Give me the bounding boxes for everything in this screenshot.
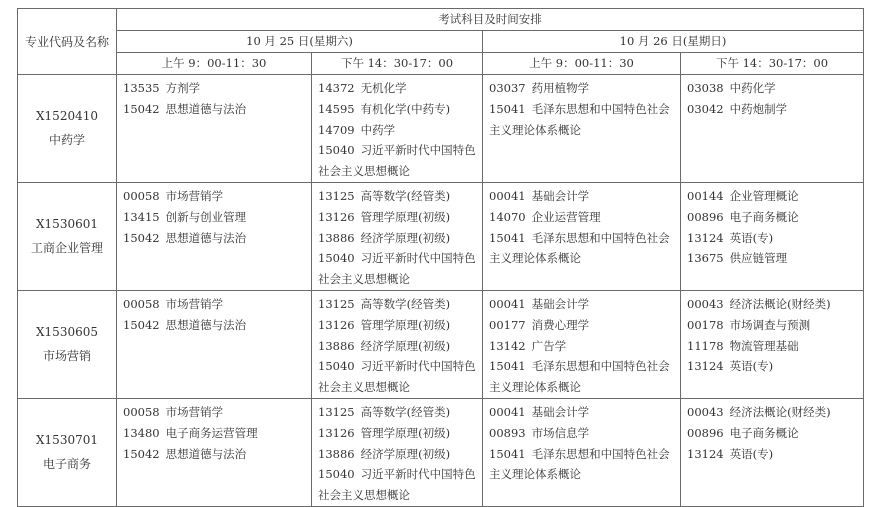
table-row bbox=[18, 182, 864, 290]
subject-code: 13126 bbox=[318, 425, 355, 440]
session-cell bbox=[483, 182, 681, 290]
subject-name: 中药化学 bbox=[729, 81, 776, 95]
subject-code: 00041 bbox=[489, 296, 526, 311]
subject-code: 13886 bbox=[318, 230, 355, 245]
subject-name: 毛泽东思想和中国特色社会主义理论体系概论 bbox=[489, 101, 670, 137]
subject-code: 11178 bbox=[687, 338, 724, 353]
major-code: X1530701 bbox=[36, 433, 98, 448]
subject-code: 13675 bbox=[687, 251, 724, 266]
subject-item bbox=[687, 207, 863, 228]
schedule-body bbox=[18, 75, 864, 507]
subject-code: 00144 bbox=[687, 188, 724, 203]
subject-code: 13886 bbox=[318, 338, 355, 353]
subject-code: 00058 bbox=[123, 296, 160, 311]
subject-name: 供应链管理 bbox=[729, 251, 788, 266]
subject-item bbox=[318, 186, 482, 207]
subject-item bbox=[318, 336, 482, 357]
subject-item bbox=[318, 99, 482, 120]
exam-schedule-table bbox=[17, 8, 864, 507]
subject-name: 消费心理学 bbox=[531, 317, 590, 332]
session-cell bbox=[312, 290, 483, 398]
subject-item bbox=[687, 99, 863, 120]
subject-name: 创新与创业管理 bbox=[165, 209, 247, 224]
subject-name: 习近平新时代中国特色社会主义思想概论 bbox=[318, 251, 476, 287]
major-code: X1530601 bbox=[36, 217, 98, 232]
subject-code: 00896 bbox=[687, 425, 724, 440]
subject-item bbox=[123, 99, 311, 120]
subject-code: 03038 bbox=[687, 81, 724, 95]
subject-item bbox=[687, 228, 863, 249]
session-cell bbox=[483, 290, 681, 398]
subject-code: 15042 bbox=[123, 317, 160, 332]
subject-code: 00041 bbox=[489, 188, 526, 203]
subject-code: 14372 bbox=[318, 81, 355, 95]
subject-name: 中药炮制学 bbox=[729, 101, 788, 116]
subject-code: 00178 bbox=[687, 317, 724, 332]
session-cell bbox=[312, 182, 483, 290]
subject-item bbox=[318, 120, 482, 141]
subject-item bbox=[489, 207, 680, 228]
subject-code: 14709 bbox=[318, 122, 355, 137]
subject-code: 00893 bbox=[489, 425, 526, 440]
subject-code: 13126 bbox=[318, 317, 355, 332]
session-cell bbox=[117, 290, 312, 398]
major-column-header: 专业代码及名称 bbox=[18, 9, 117, 75]
session-cell bbox=[681, 398, 864, 506]
subject-name: 方剂学 bbox=[165, 81, 201, 95]
subject-name: 高等数学(经管类) bbox=[360, 404, 451, 419]
major-name: 中药学 bbox=[48, 133, 85, 148]
subject-code: 00058 bbox=[123, 188, 160, 203]
subject-code: 15040 bbox=[318, 143, 355, 158]
session-header-day1-am: 上午 9：00-11：30 bbox=[117, 53, 312, 75]
subject-code: 13124 bbox=[687, 230, 724, 245]
subject-item bbox=[489, 402, 680, 423]
subject-code: 03037 bbox=[489, 81, 526, 95]
session-cell bbox=[117, 75, 312, 183]
subject-name: 毛泽东思想和中国特色社会主义理论体系概论 bbox=[489, 230, 670, 266]
subject-code: 15041 bbox=[489, 359, 526, 374]
subject-name: 药用植物学 bbox=[531, 81, 590, 95]
subject-code: 13124 bbox=[687, 446, 724, 461]
subject-item bbox=[123, 186, 311, 207]
session-cell bbox=[483, 75, 681, 183]
subject-code: 13886 bbox=[318, 446, 355, 461]
subject-code: 13142 bbox=[489, 338, 526, 353]
major-cell bbox=[18, 290, 117, 398]
table-row bbox=[18, 75, 864, 183]
subject-item bbox=[489, 78, 680, 99]
subject-code: 00177 bbox=[489, 317, 526, 332]
subject-name: 经济法概论(财经类) bbox=[729, 404, 831, 419]
subject-item bbox=[687, 356, 863, 377]
subject-name: 电子商务概论 bbox=[729, 425, 799, 440]
session-cell bbox=[117, 398, 312, 506]
session-cell bbox=[681, 75, 864, 183]
subject-name: 无机化学 bbox=[360, 81, 407, 95]
session-header-day1-pm: 下午 14：30-17：00 bbox=[312, 53, 483, 75]
subject-code: 15042 bbox=[123, 446, 160, 461]
major-name: 市场营销 bbox=[42, 349, 91, 364]
subject-item bbox=[318, 78, 482, 99]
subject-code: 13415 bbox=[123, 209, 160, 224]
session-cell bbox=[117, 182, 312, 290]
subject-item bbox=[489, 444, 680, 486]
subject-name: 习近平新时代中国特色社会主义思想概论 bbox=[318, 143, 476, 179]
schedule-title-header: 考试科目及时间安排 bbox=[117, 9, 864, 31]
subject-code: 13125 bbox=[318, 188, 355, 203]
subject-name: 市场信息学 bbox=[531, 425, 590, 440]
subject-code: 00896 bbox=[687, 209, 724, 224]
subject-code: 14070 bbox=[489, 209, 526, 224]
subject-item bbox=[489, 99, 680, 141]
major-name: 电子商务 bbox=[42, 457, 91, 472]
subject-name: 广告学 bbox=[531, 338, 567, 353]
subject-code: 13480 bbox=[123, 425, 160, 440]
subject-name: 中药学 bbox=[360, 122, 396, 137]
day-header-1: 10 月 25 日(星期六) bbox=[117, 31, 483, 53]
subject-code: 15042 bbox=[123, 230, 160, 245]
subject-name: 管理学原理(初级) bbox=[360, 317, 451, 332]
subject-item bbox=[123, 402, 311, 423]
subject-item bbox=[123, 207, 311, 228]
subject-item bbox=[318, 423, 482, 444]
subject-name: 经济法概论(财经类) bbox=[729, 296, 831, 311]
subject-name: 思想道德与法治 bbox=[165, 446, 247, 461]
subject-code: 14595 bbox=[318, 101, 355, 116]
subject-name: 习近平新时代中国特色社会主义思想概论 bbox=[318, 359, 476, 395]
major-cell bbox=[18, 75, 117, 183]
subject-name: 市场营销学 bbox=[165, 188, 224, 203]
subject-item bbox=[318, 294, 482, 315]
subject-name: 企业管理概论 bbox=[729, 188, 799, 203]
subject-item bbox=[687, 78, 863, 99]
subject-code: 00043 bbox=[687, 296, 724, 311]
major-cell bbox=[18, 398, 117, 506]
subject-name: 有机化学(中药专) bbox=[360, 101, 451, 116]
subject-name: 思想道德与法治 bbox=[165, 101, 247, 116]
session-header-day2-pm: 下午 14：30-17：00 bbox=[681, 53, 864, 75]
day-header-2: 10 月 26 日(星期日) bbox=[483, 31, 864, 53]
subject-name: 经济学原理(初级) bbox=[360, 446, 451, 461]
subject-name: 管理学原理(初级) bbox=[360, 209, 451, 224]
subject-name: 企业运营管理 bbox=[531, 209, 601, 224]
subject-code: 15042 bbox=[123, 101, 160, 116]
subject-item bbox=[489, 186, 680, 207]
subject-item bbox=[318, 248, 482, 290]
subject-item bbox=[123, 78, 311, 99]
subject-name: 基础会计学 bbox=[531, 296, 590, 311]
subject-item bbox=[318, 228, 482, 249]
subject-item bbox=[318, 140, 482, 182]
subject-code: 13125 bbox=[318, 296, 355, 311]
subject-name: 市场营销学 bbox=[165, 296, 224, 311]
session-header-day2-am: 上午 9：00-11：30 bbox=[483, 53, 681, 75]
subject-item bbox=[687, 336, 863, 357]
subject-name: 基础会计学 bbox=[531, 404, 590, 419]
subject-item bbox=[489, 356, 680, 398]
subject-name: 毛泽东思想和中国特色社会主义理论体系概论 bbox=[489, 359, 670, 395]
subject-item bbox=[489, 228, 680, 270]
subject-code: 13126 bbox=[318, 209, 355, 224]
subject-code: 15041 bbox=[489, 446, 526, 461]
session-cell bbox=[312, 398, 483, 506]
subject-item bbox=[687, 248, 863, 269]
subject-name: 习近平新时代中国特色社会主义思想概论 bbox=[318, 467, 476, 503]
subject-item bbox=[318, 402, 482, 423]
subject-item bbox=[123, 294, 311, 315]
subject-name: 物流管理基础 bbox=[729, 338, 799, 353]
subject-code: 03042 bbox=[687, 101, 724, 116]
subject-name: 管理学原理(初级) bbox=[360, 425, 451, 440]
subject-code: 15040 bbox=[318, 359, 355, 374]
major-code: X1530605 bbox=[36, 325, 98, 340]
subject-name: 思想道德与法治 bbox=[165, 230, 247, 245]
subject-name: 经济学原理(初级) bbox=[360, 230, 451, 245]
session-cell bbox=[681, 290, 864, 398]
subject-name: 英语(专) bbox=[729, 230, 774, 245]
subject-code: 15040 bbox=[318, 467, 355, 482]
major-code: X1520410 bbox=[36, 109, 98, 124]
subject-name: 高等数学(经管类) bbox=[360, 188, 451, 203]
subject-name: 电子商务运营管理 bbox=[165, 425, 258, 440]
subject-item bbox=[687, 315, 863, 336]
subject-code: 13125 bbox=[318, 404, 355, 419]
subject-item bbox=[318, 356, 482, 398]
subject-name: 市场营销学 bbox=[165, 404, 224, 419]
subject-item bbox=[489, 294, 680, 315]
subject-code: 00041 bbox=[489, 404, 526, 419]
subject-item bbox=[687, 402, 863, 423]
subject-name: 基础会计学 bbox=[531, 188, 590, 203]
subject-code: 15041 bbox=[489, 230, 526, 245]
subject-item bbox=[687, 423, 863, 444]
major-cell bbox=[18, 182, 117, 290]
subject-item bbox=[123, 228, 311, 249]
subject-name: 英语(专) bbox=[729, 359, 774, 374]
subject-code: 13124 bbox=[687, 359, 724, 374]
subject-item bbox=[318, 444, 482, 465]
subject-item bbox=[489, 315, 680, 336]
subject-code: 00058 bbox=[123, 404, 160, 419]
subject-item bbox=[123, 444, 311, 465]
subject-code: 13535 bbox=[123, 81, 160, 95]
subject-item bbox=[123, 315, 311, 336]
subject-code: 15041 bbox=[489, 101, 526, 116]
subject-name: 英语(专) bbox=[729, 446, 774, 461]
subject-code: 15040 bbox=[318, 251, 355, 266]
subject-item bbox=[687, 444, 863, 465]
subject-name: 高等数学(经管类) bbox=[360, 296, 451, 311]
table-row bbox=[18, 398, 864, 506]
major-name: 工商企业管理 bbox=[30, 241, 103, 256]
subject-item bbox=[687, 186, 863, 207]
subject-name: 思想道德与法治 bbox=[165, 317, 247, 332]
subject-item bbox=[318, 207, 482, 228]
session-cell bbox=[483, 398, 681, 506]
table-row bbox=[18, 290, 864, 398]
subject-item bbox=[489, 336, 680, 357]
session-cell bbox=[681, 182, 864, 290]
session-cell bbox=[312, 75, 483, 183]
subject-name: 市场调查与预测 bbox=[729, 317, 811, 332]
subject-name: 电子商务概论 bbox=[729, 209, 799, 224]
subject-item bbox=[123, 423, 311, 444]
subject-item bbox=[318, 315, 482, 336]
subject-name: 经济学原理(初级) bbox=[360, 338, 451, 353]
subject-name: 毛泽东思想和中国特色社会主义理论体系概论 bbox=[489, 446, 670, 482]
subject-item bbox=[687, 294, 863, 315]
subject-code: 00043 bbox=[687, 404, 724, 419]
subject-item bbox=[489, 423, 680, 444]
